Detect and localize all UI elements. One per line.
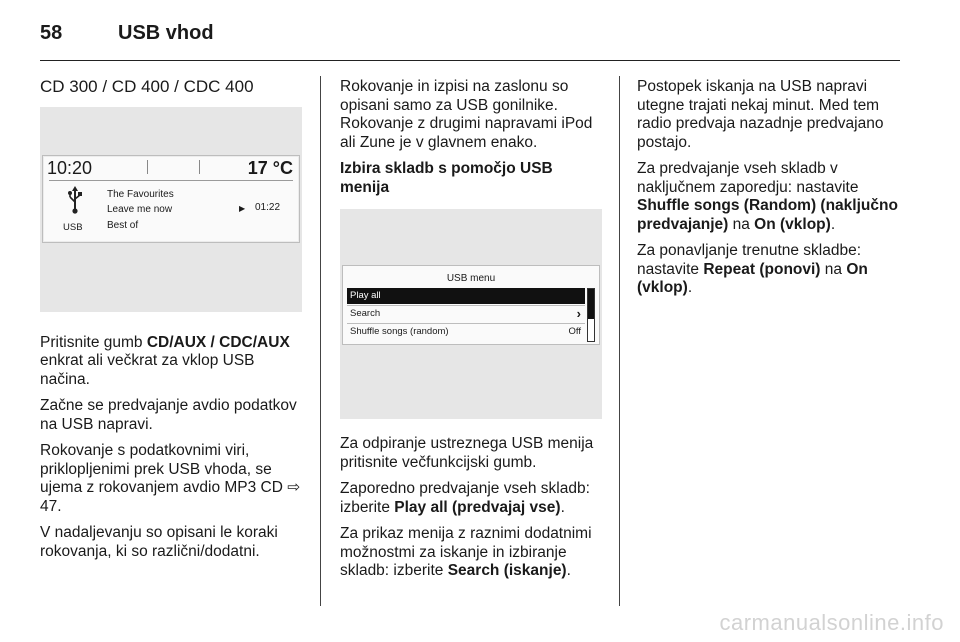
column-1: [40, 78, 302, 569]
column-2: [340, 78, 602, 589]
header-divider: [40, 60, 900, 61]
column-divider-1: [320, 76, 321, 606]
track-item: The Favourites: [107, 188, 174, 200]
paragraph: Za ponavljanje trenutne skladbe: nastavite Repeat (ponovi) na On (vklop).: [637, 242, 868, 296]
elapsed-time: 01:22: [255, 201, 281, 213]
display-time: 10:20: [47, 157, 93, 178]
paragraph: Začne se predvajanje avdio podatkov na USB napravi.: [40, 397, 297, 433]
paragraph: Rokovanje s podatkovnimi viri, priklopljenimi prek USB vhoda, se ujema z rokovanjem avdio MP3 CD ⇨ 47.: [40, 442, 301, 515]
paragraph: Postopek iskanja na USB napravi utegne trajati nekaj minut. Med tem radio predvaja nazadnje predvajano postajo.: [637, 78, 884, 151]
paragraph: Zaporedno predvajanje vseh skladb: izberite Play all (predvajaj vse).: [340, 480, 590, 516]
usb-icon: [67, 186, 83, 218]
track-item: Leave me now: [107, 203, 173, 215]
page-reference-icon: ⇨: [287, 479, 301, 496]
track-item: Best of: [107, 219, 139, 231]
column-divider-2: [619, 76, 620, 606]
paragraph: Za prikaz menija z raznimi dodatnimi možnostmi za iskanje in izbiranje skladb: izberite Search (iskanje).: [340, 525, 592, 579]
scrollbar-thumb: [588, 289, 594, 319]
display-tick: [147, 160, 148, 174]
menu-item-play-all: Play all: [347, 288, 585, 304]
paragraph: Rokovanje in izpisi na zaslonu so opisani samo za USB gonilnike. Rokovanje z drugimi napravami iPod ali Zune je v glavnem enako.: [340, 78, 593, 151]
column-3: [637, 78, 899, 306]
watermark: carmanualsonline.info: [719, 610, 944, 635]
paragraph: V nadaljevanju so opisani le koraki rokovanja, ki so različni/dodatni.: [40, 524, 278, 560]
page-header: [40, 22, 214, 45]
page-number: 58: [40, 22, 63, 44]
usb-menu-display: [342, 265, 600, 345]
menu-item-search: Search ›: [350, 306, 581, 321]
display-tick: [199, 160, 200, 174]
section-title: CD 300 / CD 400 / CDC 400: [40, 77, 254, 96]
subheading: Izbira skladb s pomočjo USB menija: [340, 160, 553, 196]
radio-display: [42, 155, 300, 243]
display-divider: [49, 180, 293, 181]
display-temperature: 17 °C: [247, 157, 293, 178]
paragraph: Pritisnite gumb CD/AUX / CDC/AUX enkrat ali večkrat za vklop USB načina.: [40, 333, 290, 388]
play-icon: ▶: [239, 203, 246, 213]
menu-scrollbar: [587, 288, 595, 342]
menu-item-shuffle: Shuffle songs (random) Off: [350, 326, 581, 337]
paragraph: Za predvajanje vseh skladb v naključnem zaporedju: nastavite Shuffle songs (Random) (naključno predvajanje) na On (vklop).: [637, 160, 898, 233]
menu-title: USB menu: [446, 273, 496, 284]
usb-menu-illustration: [340, 209, 602, 419]
paragraph: Za odpiranje ustreznega USB menija pritisnite večfunkcijski gumb.: [340, 435, 594, 471]
usb-symbol-icon: [67, 186, 83, 214]
chevron-right-icon: ›: [576, 306, 581, 321]
usb-label: USB: [63, 221, 83, 233]
button-name: CD/AUX / CDC/AUX: [146, 333, 290, 351]
radio-display-illustration: [40, 107, 302, 312]
page-reference: 47.: [40, 497, 62, 515]
page-title: USB vhod: [118, 22, 214, 44]
